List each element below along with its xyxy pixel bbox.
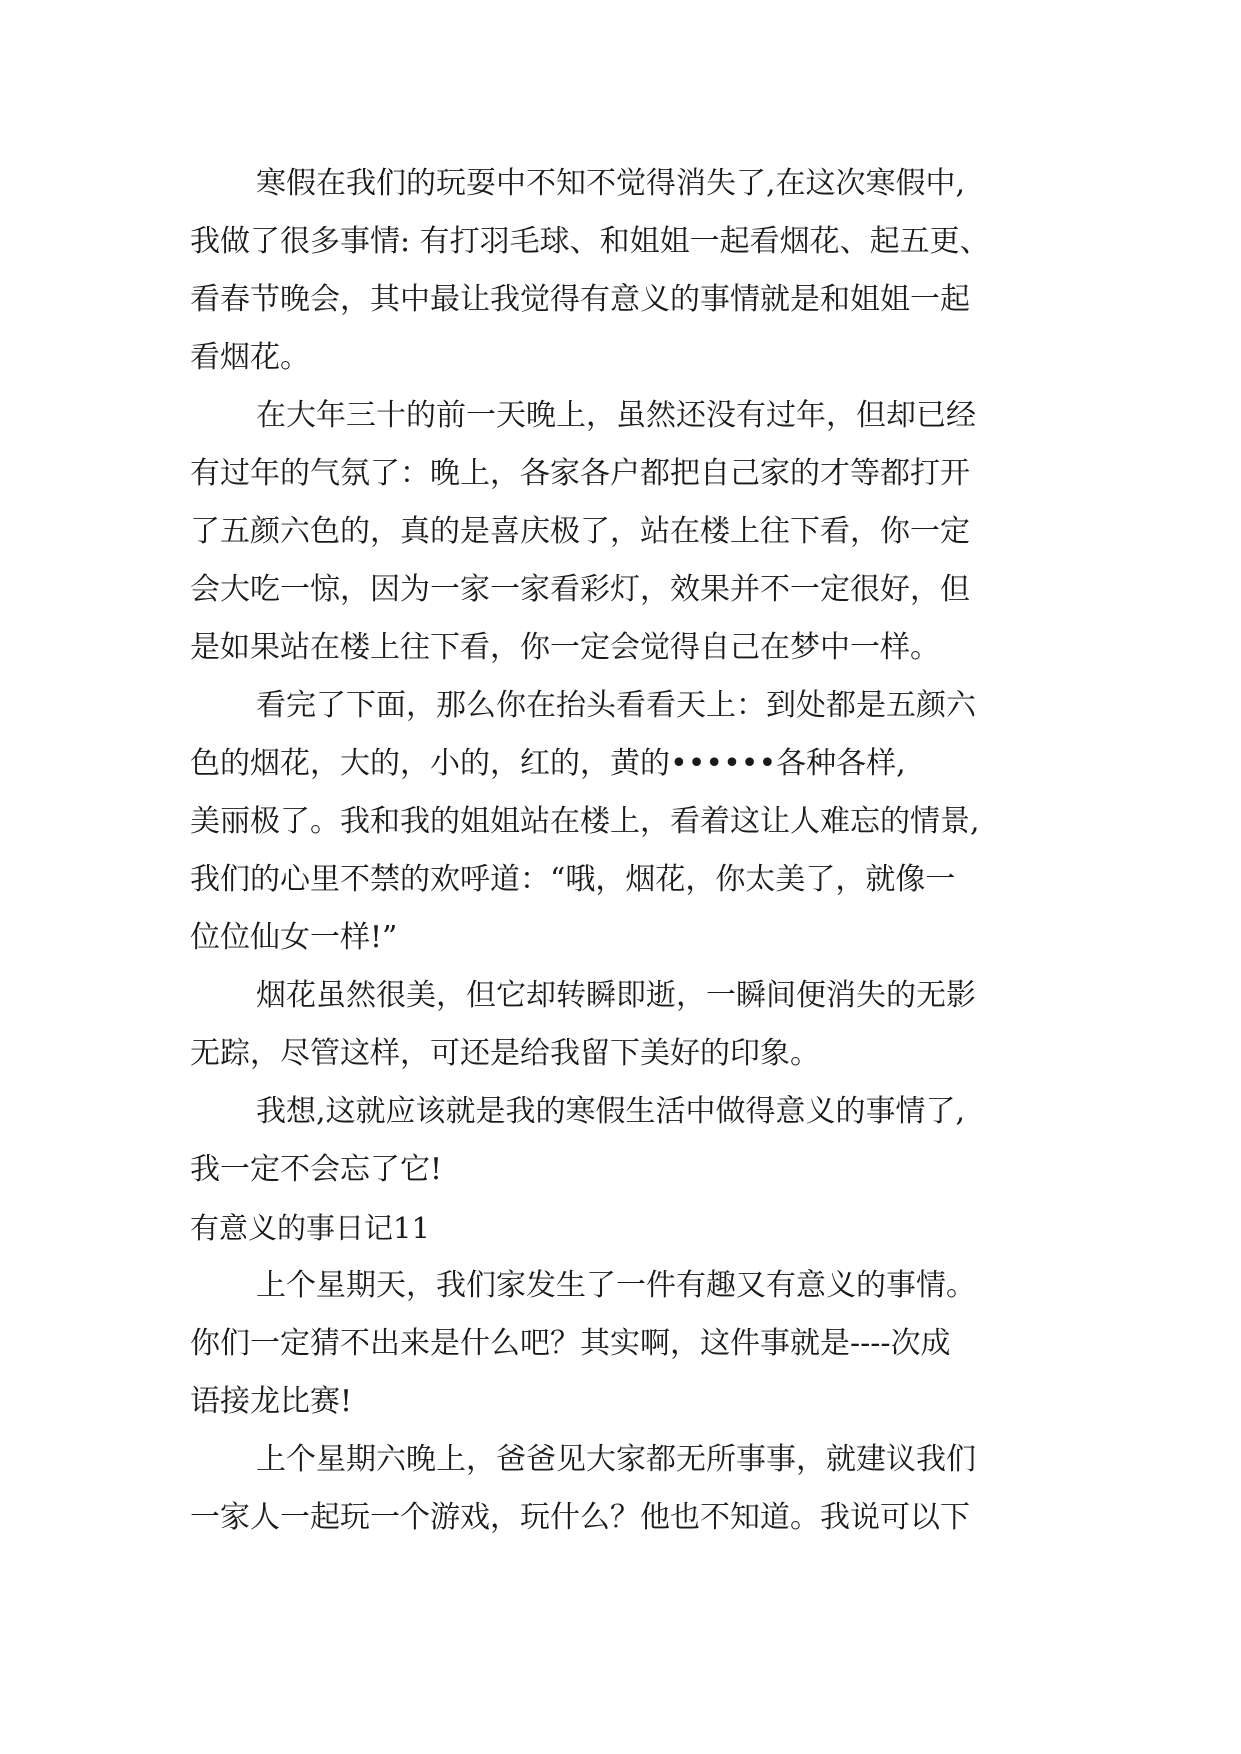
text-line: 我做了很多事情: 有打羽毛球、和姐姐一起看烟花、起五更、 bbox=[190, 224, 990, 259]
text-line: 看春节晚会，其中最让我觉得有意义的事情就是和姐姐一起 bbox=[190, 282, 970, 317]
text-line: 语接龙比赛! bbox=[190, 1384, 353, 1419]
text-line: 无踪，尽管这样，可还是给我留下美好的印象。 bbox=[190, 1036, 820, 1071]
text-line: 有过年的气氛了：晚上，各家各户都把自己家的才等都打开 bbox=[190, 456, 970, 491]
text-line: 我一定不会忘了它! bbox=[190, 1152, 443, 1187]
text-line: 烟花虽然很美，但它却转瞬即逝，一瞬间便消失的无影 bbox=[256, 978, 976, 1013]
text-line: 上个星期天，我们家发生了一件有趣又有意义的事情。 bbox=[256, 1268, 976, 1303]
text-line: 寒假在我们的玩耍中不知不觉得消失了,在这次寒假中, bbox=[256, 166, 966, 201]
text-line: 会大吃一惊，因为一家一家看彩灯，效果并不一定很好，但 bbox=[190, 572, 970, 607]
section-heading: 有意义的事日记11 bbox=[190, 1211, 430, 1245]
text-line: 了五颜六色的，真的是喜庆极了，站在楼上往下看，你一定 bbox=[190, 514, 970, 549]
text-line: 一家人一起玩一个游戏，玩什么？他也不知道。我说可以下 bbox=[190, 1500, 970, 1535]
text-line: 上个星期六晚上，爸爸见大家都无所事事，就建议我们 bbox=[256, 1442, 976, 1477]
text-line: 看完了下面，那么你在抬头看看天上：到处都是五颜六 bbox=[256, 688, 976, 723]
text-line: 色的烟花，大的，小的，红的，黄的••••••各种各样, bbox=[190, 746, 906, 781]
text-line: 在大年三十的前一天晚上，虽然还没有过年，但却已经 bbox=[256, 398, 976, 433]
text-line: 看烟花。 bbox=[190, 340, 310, 375]
text-line: 是如果站在楼上往下看，你一定会觉得自己在梦中一样。 bbox=[190, 630, 940, 665]
text-line: 你们一定猜不出来是什么吧？其实啊，这件事就是----次成 bbox=[190, 1326, 951, 1361]
text-line: 我想,这就应该就是我的寒假生活中做得意义的事情了, bbox=[256, 1094, 966, 1129]
text-line: 美丽极了。我和我的姐姐站在楼上，看着这让人难忘的情景, bbox=[190, 804, 980, 839]
text-line: 我们的心里不禁的欢呼道：“哦，烟花，你太美了，就像一 bbox=[190, 862, 956, 897]
text-line: 位位仙女一样!” bbox=[190, 920, 398, 955]
